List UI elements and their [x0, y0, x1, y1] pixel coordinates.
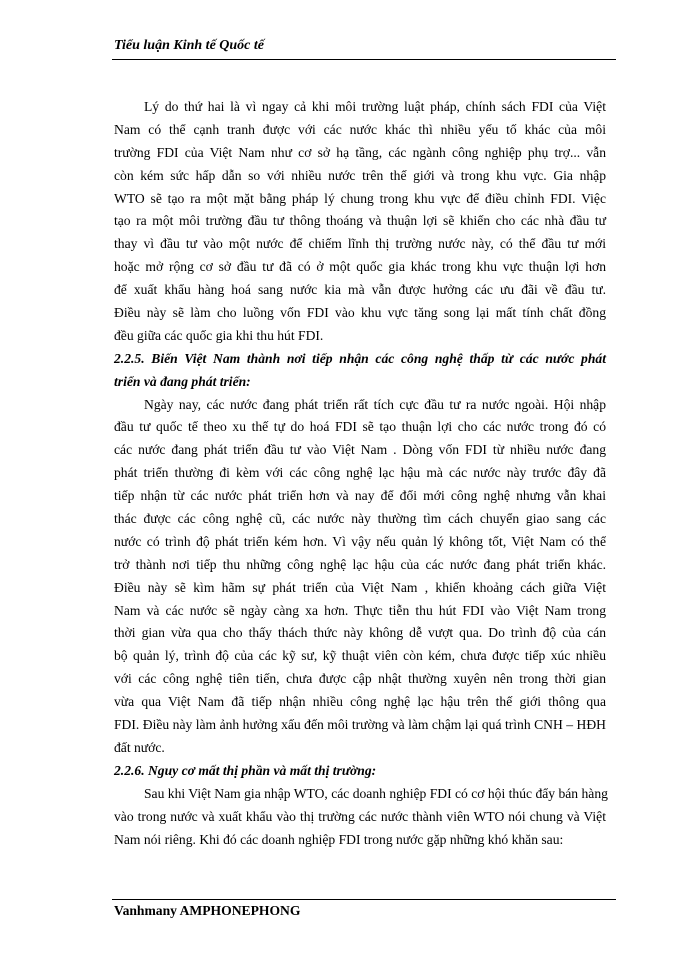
text-line: thay vì đầu tư vào một nước để chiếm lĩnh thị trường nước này, có thể đầu tư mới — [114, 236, 606, 252]
text-line: đất nước. — [114, 739, 165, 755]
text-line: trở thành nơi tiếp thu những công nghệ lạc hậu của các nước đang phát triển khác. — [114, 556, 606, 572]
text-line: vừa qua Việt Nam đã tiếp nhận nhiều công nghệ lạc hậu trên thế giới thông qua — [114, 694, 606, 710]
heading-line: 2.2.5. Biến Việt Nam thành nơi tiếp nhận các công nghệ thấp từ các nước phát — [114, 350, 606, 366]
text-line: bộ quản lý, trình độ của các kỹ sư, kỹ thuật viên còn kém, chưa được tiếp xúc nhiều — [114, 648, 606, 664]
text-line: Nam và các nước sẽ ngày càng xa hơn. Thực tiễn thu hút FDI vào Việt Nam trong — [114, 602, 606, 618]
text-line: Ngày nay, các nước đang phát triển rất tích cực đầu tư ra nước ngoài. Hội nhập — [144, 396, 606, 412]
text-line: Nam nói riêng. Khi đó các doanh nghiệp FDI trong nước gặp những khó khăn sau: — [114, 831, 564, 847]
section-heading-2-2-5 — [114, 348, 606, 394]
text-line: thác được các công nghệ cũ, các nước này thường tìm cách chuyển giao sang các — [114, 511, 606, 527]
text-line: Sau khi Việt Nam gia nhập WTO, các doanh nghiệp FDI có cơ hội thúc đẩy bán hàng — [144, 785, 608, 801]
text-line: phát triển thường đi kèm với các công nghệ lạc hậu mà các nước này trước đây đã — [114, 465, 606, 481]
page-header-title: Tiểu luận Kinh tế Quốc tế — [114, 38, 265, 53]
text-line: hoặc mở rộng cơ sở đầu tư đã có ở một quốc gia khác trong khu vực thuận lợi hơn — [114, 259, 606, 275]
heading-line: triển và đang phát triển: — [114, 373, 251, 389]
text-line: FDI. Điều này làm ảnh hưởng xấu đến môi trường và làm chậm lại quá trình CNH – HĐH — [114, 717, 606, 733]
text-line: Điều này sẽ làm cho luồng vốn FDI vào khu vực tăng song lại mất tính chất đồng — [114, 305, 606, 321]
text-line: Điều này sẽ kìm hãm sự phát triển của Việt Nam , khiến khoảng cách giữa Việt — [114, 579, 606, 595]
text-line: nước có trình độ phát triển kém hơn. Vì vậy nếu quản lý không tốt, Việt Nam có thể — [114, 533, 606, 549]
text-line: còn kém sức hấp dẫn so với nhiều nước trên thế giới và trong khu vực. Gia nhập — [114, 167, 606, 183]
footer-rule — [112, 899, 616, 900]
text-line: tạo ra một môi trường đầu tư thông thoáng và thuận lợi sẽ khiến cho các nhà đầu tư — [114, 213, 606, 229]
text-line: đầu tư quốc tế theo xu thế tự do hoá FDI sẽ tạo thuận lợi cho các nước trong đó có — [114, 419, 606, 435]
footer-author — [114, 903, 300, 919]
text-line: Nam có thể cạnh tranh được với các nước khác thì nhiều yếu tố khác của môi — [114, 121, 606, 137]
text-line: vào trong nước và xuất khẩu vào thị trường các nước thành viên WTO nói chung và Việt — [114, 808, 606, 824]
text-line: các nước đang phát triển đầu tư vào Việt Nam . Dòng vốn FDI từ nhiều nước đang — [114, 442, 606, 458]
text-line: đều giữa các quốc gia khi thu hút FDI. — [114, 327, 324, 343]
text-line: với các công nghệ tiên tiến, chưa được cập nhật thường xuyên nên trong thời gian — [114, 671, 606, 687]
paragraph-2 — [114, 394, 606, 760]
header-rule — [112, 59, 616, 60]
text-line: thời gian vừa qua cho thấy thách thức này không dễ vượt qua. Do trình độ của cán — [114, 625, 606, 641]
text-line: WTO sẽ tạo ra một mặt bằng pháp lý chung trong khu vực để điều chỉnh FDI. Việc — [114, 190, 606, 206]
text-line: để xuất khẩu hàng hoá sang nước kia mà vẫn được hưởng các ưu đãi về đầu tư. — [114, 282, 606, 298]
text-line: Lý do thứ hai là vì ngay cả khi môi trường luật pháp, chính sách FDI của Việt — [144, 99, 606, 114]
heading-line: 2.2.6. Nguy cơ mất thị phần và mất thị trường: — [114, 762, 377, 778]
text-line: tiếp nhận từ các nước phát triển hơn và nay để đổi mới công nghệ nhưng vẫn khai — [114, 488, 606, 504]
author-name: Vanhmany AMPHONEPHONG — [114, 903, 301, 918]
section-heading-2-2-6 — [114, 760, 606, 783]
paragraph-1 — [114, 96, 606, 348]
document-body — [114, 96, 606, 851]
text-line: trường FDI của Việt Nam như cơ sở hạ tầng, các ngành công nghiệp phụ trợ... vẫn — [114, 144, 606, 160]
paragraph-3 — [114, 783, 606, 852]
